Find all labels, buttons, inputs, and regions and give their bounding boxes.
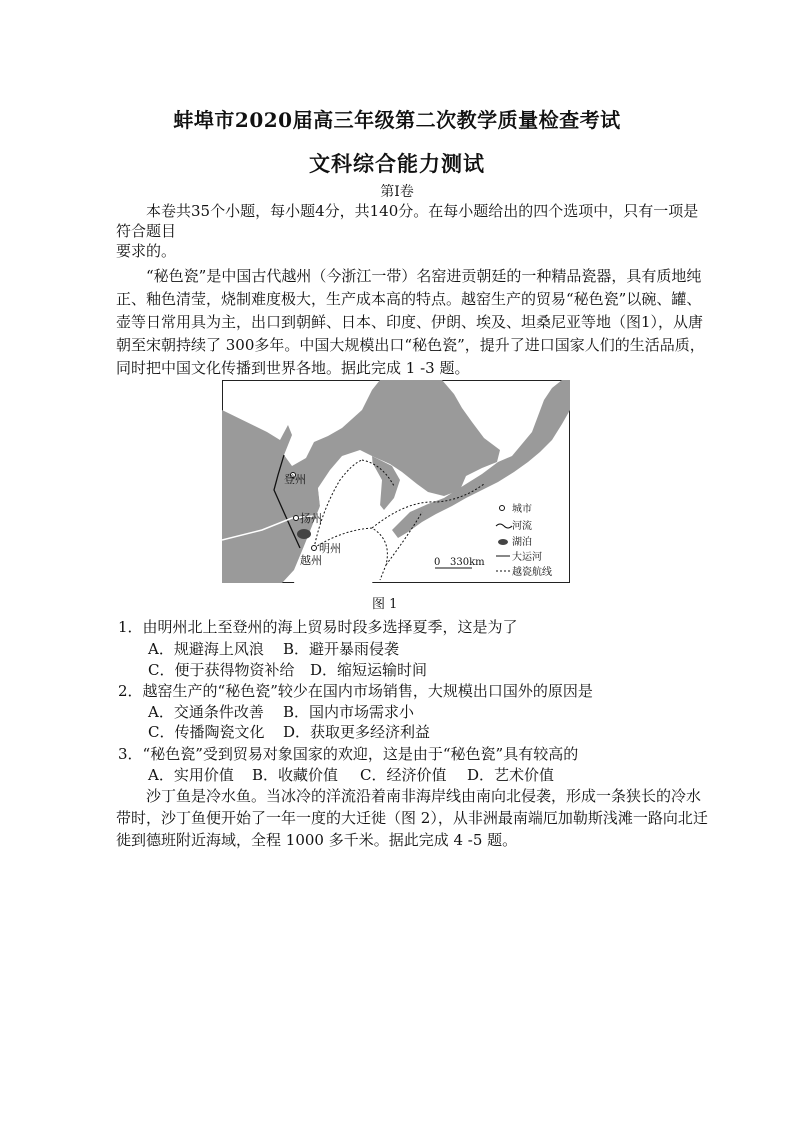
question-1-option-c: C．便于获得物资补给 [148,661,295,679]
lake-shape [297,529,311,539]
question-1-option-d: D．缩短运输时间 [310,661,428,679]
question-3-option-d: D．艺术价值 [467,766,555,784]
scale-zero: 0 [434,557,441,568]
passage1-line-3: 壶等日常用具为主，出口到朝鲜、日本、印度、伊朗、埃及、坦桑尼亚等地（图1），从唐 [116,313,704,331]
passage1-line-2: 正、釉色清莹，烧制难度极大，生产成本高的特点。越窑生产的贸易“秘色瓷”以碗、罐、 [116,290,702,308]
label-dengzhou: 登州 [284,473,306,486]
question-3-option-c: C．经济价值 [360,766,447,784]
legend-city-label: 城市 [512,504,532,515]
legend-lake-icon [498,539,508,545]
passage1-line-5: 同时把中国文化传播到世界各地。据此完成 1 -3 题。 [116,359,470,377]
question-3-option-b: B．收藏价值 [252,766,339,784]
passage1-line-1: “秘色瓷”是中国古代越州（今浙江一带）名窑进贡朝廷的一种精品瓷器，具有质地纯 [146,267,702,285]
question-2-option-c: C．传播陶瓷文化 [148,723,265,741]
question-2-stem: 2．越窑生产的“秘色瓷”较少在国内市场销售，大规模出口国外的原因是 [118,682,593,700]
passage1-line-4: 朝至宋朝持续了 300多年。中国大规模出口“秘色瓷”，提升了进口国家人们的生活品质， [116,336,705,354]
figure-caption: 图 1 [372,597,398,612]
intro-line-3: 要求的。 [116,242,177,260]
volume-label: 第Ⅰ卷 [380,184,414,200]
legend-river-label: 河流 [512,521,532,532]
passage2-line-1: 沙丁鱼是冷水鱼。当冰冷的洋流沿着南非海岸线由南向北侵袭，形成一条狭长的冷水 [146,787,702,805]
intro-line-1: 本卷共35个小题，每小题4分，共140分。在每小题给出的四个选项中，只有一项是 [146,202,699,220]
trade-route-map [222,380,570,583]
exam-title: 蚌埠市2020届高三年级第二次教学质量检查考试 [173,108,621,132]
scale-distance: 330km [450,557,485,568]
question-1-option-b: B．避开暴雨侵袭 [283,640,400,658]
label-yangzhou: 扬州 [300,512,322,525]
question-2-option-d: D．获取更多经济利益 [283,723,431,741]
passage2-line-3: 徙到德班附近海域，全程 1000 多千米。据此完成 4 -5 题。 [116,831,518,849]
legend-lake-label: 湖泊 [512,537,532,548]
question-2-option-b: B．国内市场需求小 [283,703,415,721]
label-yuezhou: 越州 [300,554,322,567]
legend-city-icon [500,506,505,511]
question-1-stem: 1．由明州北上至登州的海上贸易时段多选择夏季，这是为了 [118,618,518,636]
city-yangzhou-dot [294,516,299,521]
question-2-option-a: A．交通条件改善 [148,703,264,721]
question-1-option-a: A．规避海上风浪 [148,640,264,658]
question-3-stem: 3．“秘色瓷”受到贸易对象国家的欢迎，这是由于“秘色瓷”具有较高的 [118,745,579,763]
intro-line-2: 符合题目 [116,222,177,240]
passage2-line-2: 带时，沙丁鱼便开始了一年一度的大迁徙（图 2），从非洲最南端厄加勒斯浅滩一路向北迁 [116,809,708,827]
city-mingzhou-dot [312,546,317,551]
question-3-option-a: A．实用价值 [148,766,234,784]
legend-route-label: 越瓷航线 [512,567,552,578]
legend-canal-label: 大运河 [512,552,542,563]
exam-subtitle: 文科综合能力测试 [309,151,485,176]
label-mingzhou: 明州 [319,542,341,555]
